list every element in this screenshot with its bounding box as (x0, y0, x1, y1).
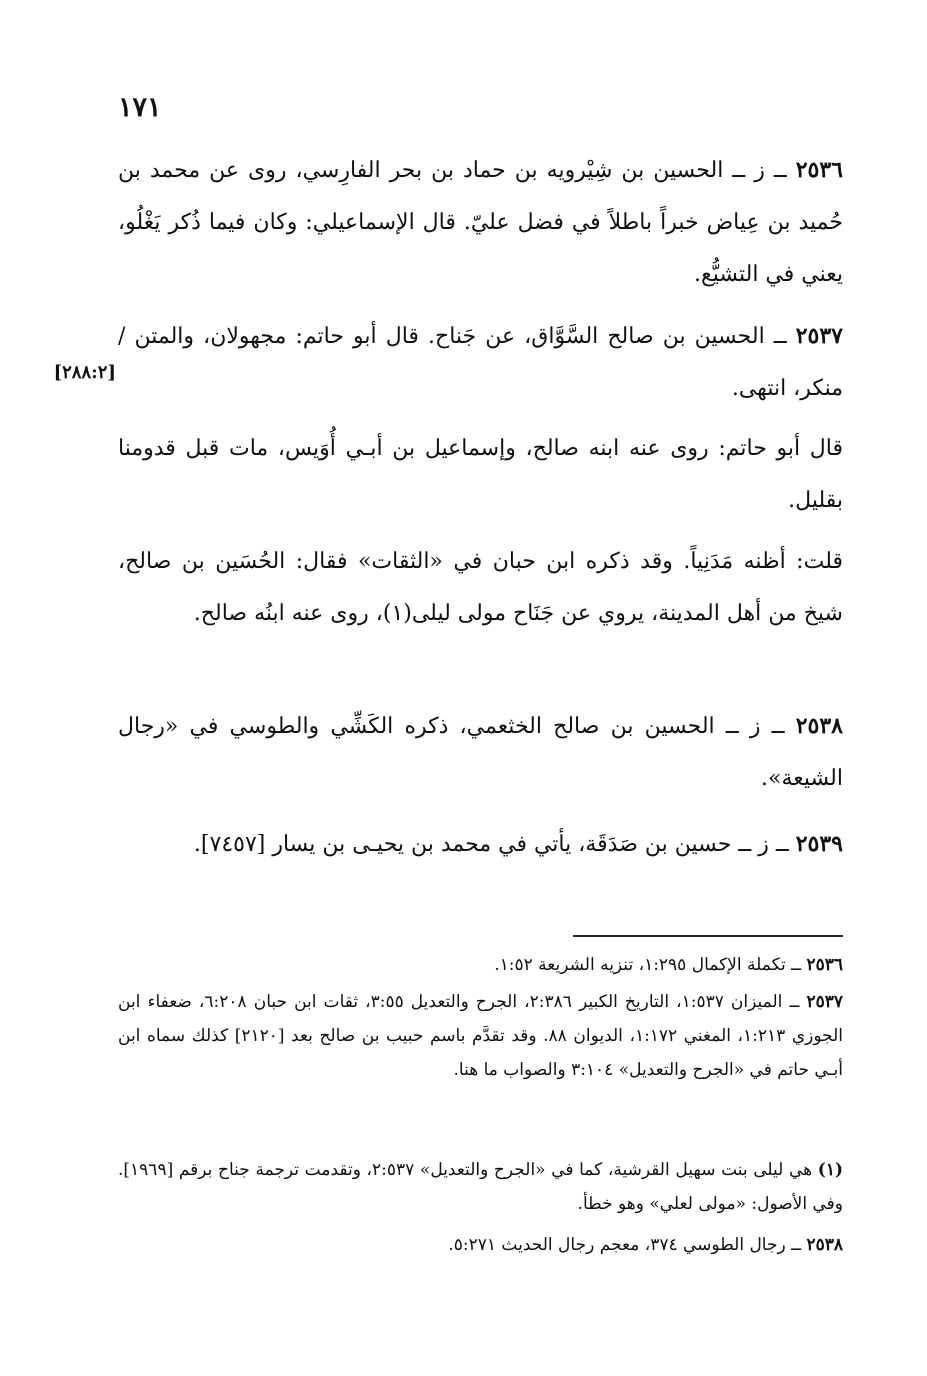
footnote-text: هي ليلى بنت سهيل القرشية، كما في «الجرح والتعديل» ٢:٥٣٧، وتقدمت ترجمة جناح برقم [١٩٦٩]. وفي الأصول: «مولى لعلي» وهو خطأ. (118, 1160, 843, 1214)
paragraph-text: قلت: أظنه مَدَنِياً. وقد ذكره ابن حبان في «الثقات» فقال: الحُسَين بن صالح، شيخ من أهل المدينة، يروي عن جَنَاح مولى ليلى(١)، روى عنه ابنُه صالح. (118, 549, 843, 626)
footnote-1 (118, 1153, 843, 1221)
entry-text: ــ ز ــ الحسين بن شِيْرويه بن حماد بن بحر الفارِسي، روى عن محمد بن حُميد بن عِياض خبراً باطلاً في فضل عليّ. قال الإسماعيلي: وكان فيما ذُكر يَغْلُو، يعني في التشيُّع. (118, 158, 843, 287)
footnote-divider (573, 935, 843, 937)
footnote-2537 (118, 985, 843, 1087)
footnote-2538 (118, 1228, 843, 1262)
entry-2539 (118, 818, 843, 871)
entry-text: ــ ز ــ الحسين بن صالح الخثعمي، ذكره الكَشِّي والطوسي في «رجال الشيعة». (118, 714, 843, 791)
footnote-number: ٢٥٣٨ (806, 1235, 843, 1255)
entry-number: ٢٥٣٦ (795, 157, 843, 183)
footnote-2536 (118, 948, 843, 982)
footnote-number: ٢٥٣٧ (806, 992, 843, 1012)
entry-text: ــ ز ــ حسين بن صَدَقَة، يأتي في محمد بن يحيـى بن يسار [٧٤٥٧]. (193, 832, 796, 857)
entry-number: ٢٥٣٨ (795, 713, 843, 739)
entry-number: ٢٥٣٧ (795, 323, 843, 349)
entry-paragraph (118, 423, 843, 527)
margin-reference: [٢٨٨:٢] (53, 362, 116, 383)
footnote-text: ــ الميزان ١:٥٣٧، التاريخ الكبير ٢:٣٨٦، الجرح والتعديل ٣:٥٥، ثقات ابن حبان ٦:٢٠٨، ضعفاء ابن الجوزي ١:٢١٣، المغني ١:١٧٢، الديوان ٨٨. وقد تقدَّم باسم حبيب بن صالح بعد [٢١٢٠] كذلك سماه ابن أبـي حاتم في «الجرح والتعديل» ٣:١٠٤ والصواب ما هنا. (118, 992, 843, 1080)
entry-text: ــ الحسين بن صالح السَّوَّاق، عن جَناح. قال أبو حاتم: مجهولان، والمتن / منكر، انتهى. (118, 324, 843, 401)
footnote-number: ٢٥٣٦ (806, 955, 843, 975)
paragraph-text: قال أبو حاتم: روى عنه ابنه صالح، وإسماعيل بن أبـي أُوَيس، مات قبل قدومنا بقليل. (118, 436, 843, 513)
page-number: ١٧١ (118, 92, 162, 123)
footnote-text: ــ رجال الطوسي ٣٧٤، معجم رجال الحديث ٥:٢٧١. (448, 1235, 807, 1255)
entry-2537 (118, 310, 843, 415)
footnote-number: (١) (817, 1160, 843, 1180)
entry-2536 (118, 144, 843, 301)
footnote-text: ــ تكملة الإكمال ١:٢٩٥، تنزيه الشريعة ١:٥٢. (494, 955, 807, 975)
entry-2538 (118, 700, 843, 805)
entry-paragraph (118, 536, 843, 640)
entry-number: ٢٥٣٩ (795, 831, 843, 857)
